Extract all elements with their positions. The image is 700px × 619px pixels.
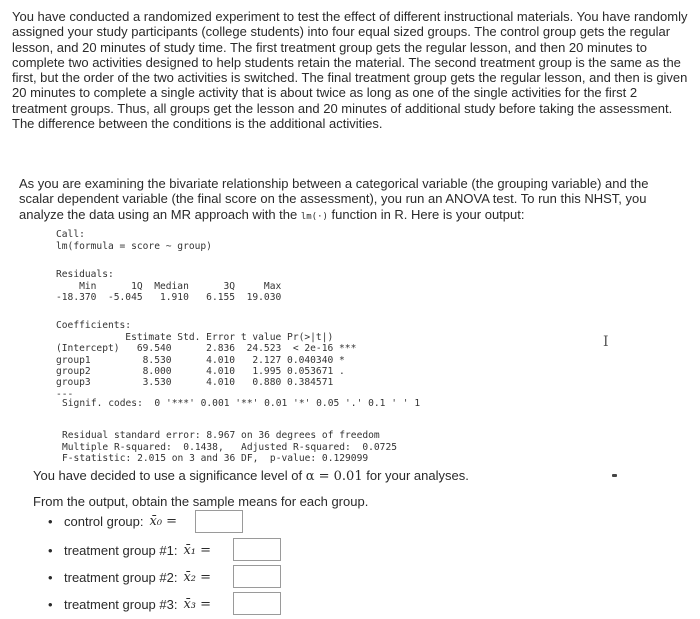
r-squared: Multiple R-squared: 0.1438, Adjusted R-squared: 0.0725 <box>62 441 398 453</box>
coef-separator: --- <box>56 388 74 400</box>
mean-symbol: x̄₁ = <box>183 542 212 558</box>
mean-symbol: x̄₃ = <box>183 596 212 612</box>
question-treatment-group-2 <box>48 564 213 590</box>
question-label: treatment group #2: <box>64 569 178 585</box>
call-header: Call: <box>56 229 85 241</box>
alpha-expression: α = 0.01 <box>305 469 363 484</box>
treatment-group-2-mean-input[interactable] <box>233 565 281 588</box>
question-label: control group: <box>64 513 144 529</box>
signif-codes: Signif. codes: 0 '***' 0.001 '**' 0.01 '*' 0.05 '.' 0.1 ' ' 1 <box>62 398 421 409</box>
residuals-header: Residuals: <box>56 269 114 281</box>
treatment-group-3-mean-input[interactable] <box>233 592 281 615</box>
intro-text-end: function in R. Here is your output: <box>327 206 525 222</box>
residual-std-error: Residual standard error: 8.967 on 36 degrees of freedom <box>62 430 380 442</box>
mouse-dot-icon <box>612 474 617 477</box>
mean-symbol: x̄₂ = <box>183 569 212 585</box>
coef-row-intercept: (Intercept) 69.540 2.836 24.523 < 2e-16 *** <box>56 343 357 355</box>
coef-row-group1: group1 8.530 4.010 2.127 0.040340 * <box>56 354 345 366</box>
coef-row-group3: group3 3.530 4.010 0.880 0.384571 <box>56 377 334 389</box>
residuals-values: -18.370 -5.045 1.910 6.155 19.030 <box>56 292 282 304</box>
lm-function-code: lm(·) <box>300 211 328 222</box>
question-label: treatment group #3: <box>64 596 178 612</box>
bullet-icon: • <box>48 542 53 558</box>
mean-symbol: x̄₀ = <box>149 513 178 529</box>
coefficients-header: Coefficients: <box>56 320 132 332</box>
alpha-text-before: You have decided to use a significance level of <box>33 468 306 483</box>
r-output-coefficients <box>56 309 356 412</box>
bullet-icon: • <box>48 569 53 585</box>
question-label: treatment group #1: <box>64 542 178 558</box>
bullet-icon: • <box>48 513 53 529</box>
r-output-call <box>56 218 212 264</box>
question-treatment-group-1 <box>48 537 213 563</box>
control-group-mean-input[interactable] <box>195 510 243 533</box>
question-control-group <box>48 508 179 534</box>
question-treatment-group-3 <box>48 591 213 617</box>
bullet-icon: • <box>48 596 53 612</box>
coef-row-group2: group2 8.000 4.010 1.995 0.053671 . <box>56 366 345 378</box>
f-statistic: F-statistic: 2.015 on 3 and 36 DF, p-value: 0.129099 <box>62 453 369 465</box>
significance-level-text <box>33 468 469 484</box>
text-cursor-icon: I <box>603 334 609 350</box>
question-instruction: From the output, obtain the sample means for each group. <box>33 494 369 509</box>
call-formula: lm(formula = score ~ group) <box>56 240 212 252</box>
alpha-text-after: for your analyses. <box>362 468 469 483</box>
intro-text: As you are examining the bivariate relationship between a categorical variable (the grouping variable) and the scalar dependent variable (the final score on the assessment), you run an ANOVA test. To run this NHST, you analyze the data using an MR approach with the <box>19 176 649 222</box>
r-output-residuals <box>56 258 281 315</box>
treatment-group-1-mean-input[interactable] <box>233 538 281 561</box>
problem-description-paragraph: You have conducted a randomized experiment to test the effect of different instructional materials. You have randomly assigned your study participants (college students) into four equal sized groups. The control group gets the regular lesson, and 20 minutes of study time. The first treatment group gets the regular lesson, and then 20 minutes to complete two activities designed to help students retain the material. The second treatment group is the same as the first, but the order of the two activities is switched. The final treatment group gets the regular lesson, and then is given 20 minutes to complete a single activity that is about twice as long as one of the single activities for the first 2 treatment groups. Thus, all groups get the lesson and 20 minutes of additional study before taking the assessment. The difference between the conditions is the additional activities. <box>12 9 688 132</box>
coefficients-columns: Estimate Std. Error t value Pr(>|t|) <box>56 331 334 343</box>
residuals-labels: Min 1Q Median 3Q Max <box>56 280 282 292</box>
